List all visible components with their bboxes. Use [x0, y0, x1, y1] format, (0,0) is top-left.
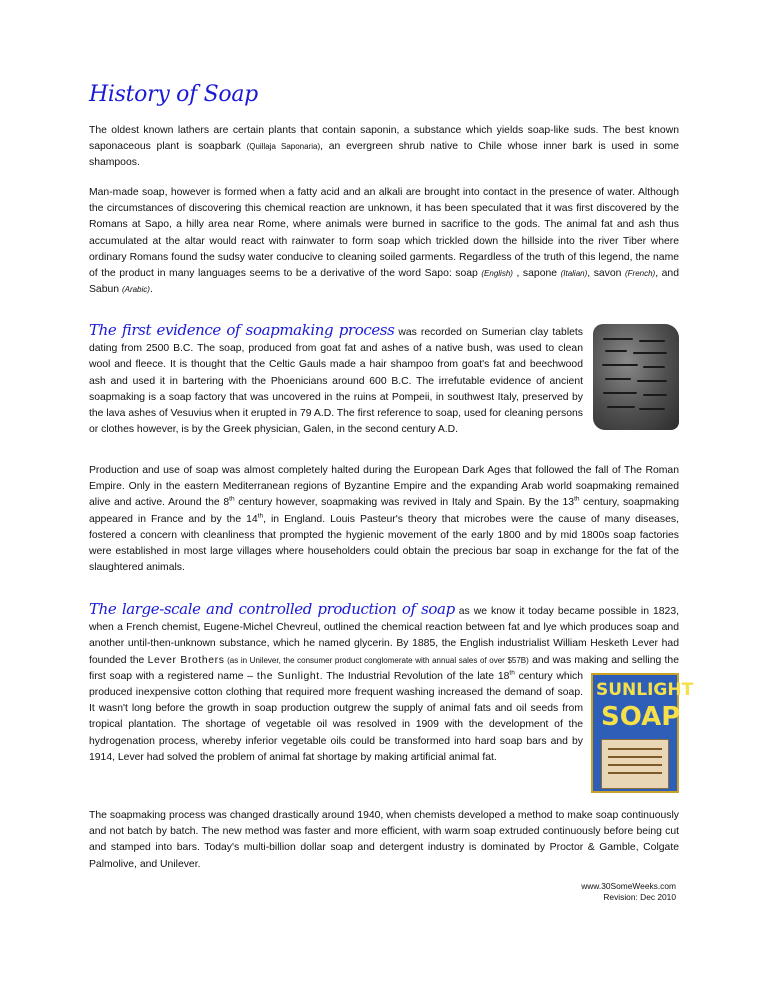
p2-text-d: , and Sabun — [89, 268, 679, 296]
p5-text-b: and was making and selling the first soap with a registered name – — [89, 654, 679, 682]
paragraph-1940: The soapmaking process was changed drastically around 1940, when chemists developed a method to make soap continuously and not batch by batch. The new method was faster and more efficient, with warm soap extruded continuously before being cut and stamped into bars. Today's multi-billion dollar soap and detergent industry is dominated by Proctor & Gamble, Colgate Palmolive, and Unilever. — [89, 810, 679, 870]
p5-unilever-note: (as in Unilever, the consumer product conglomerate with annual sales of over $57B) — [224, 655, 529, 665]
p1-text-b: , an evergreen shrub native to Chile whose inner bark is used in some shampoos. — [89, 141, 679, 169]
p4-sup-1: th — [229, 495, 235, 503]
p2-text-c: , savon — [587, 268, 625, 280]
p5-sunlight: the Sunlight — [256, 670, 320, 682]
p2-lang-english: (English) — [481, 269, 513, 279]
p2-lang-italian: (Italian) — [560, 269, 588, 279]
p5-text-c: . The Industrial Revolution of the late 18 — [319, 670, 510, 682]
p2-lang-arabic: (Arabic) — [121, 285, 150, 295]
section-heading-first-evidence: The first evidence of soapmaking process — [89, 321, 395, 339]
p4-text-d: , in England. Louis Pasteur's theory that microbes were the cause of many diseases, fostered a concern with cleanliness that prompted the hygienic movement of the early 1800 and by mid 1800s soap factories were established in most large villages where householders could obtain the precious bar soap in exchange for the fat of the slaughtered animals. — [89, 513, 679, 574]
p4-sup-2: th — [574, 495, 580, 503]
footer-website: www.30SomeWeeks.com — [581, 881, 676, 891]
p4-text-a: Production and use of soap was almost completely halted during the European Dark Ages that followed the fall of The Roman Empire. Only in the eastern Mediterranean regions of Byzantine Empire and the expanding Arab world soapmaking remained alive and active. Around the 8 — [89, 465, 679, 509]
paragraph-man-made-soap — [89, 185, 679, 298]
p5-sup: th — [509, 669, 515, 677]
p5-text-d: century which produced inexpensive cotton clothing that required more frequent washing increased the demand of soap. It wasn't long before the growth in soap production outgrew the supply of animal fats and oil seeds from tropical plantation. The shortage of vegetable oil was resolved in 1909 with the development of the hydrogenation process, whereby inferior vegetable oils could be transformed into hard soap bars and by 1914, Lever had solved the problem of animal fat shortage by making artificial animal fat. — [89, 670, 583, 763]
sunlight-soap-image — [591, 673, 694, 793]
section-heading-large-scale: The large-scale and controlled production of soap — [89, 600, 455, 618]
soap-box-brand: SUNLIGHT — [596, 679, 694, 700]
p3-text: was recorded on Sumerian clay tablets dating from 2500 B.C. The soap, produced from goat fat and ashes of a native bush, was used to clean wool and fleece. It is thought that the Celtic Gauls made a hair shampoo from goat's fat and beechwood ash and used it in bartering with the Phoenicians around 600 B.C. The irrefutable evidence of ancient soapmaking is a soap factory that was uncovered in the ruins at Pompeii, in southwest Italy, preserved by the lava ashes of Vesuvius when it erupted in 79 A.D. The first reference to soap, used for cleaning persons or clothes however, is by the Greek physician, Galen, in the second century A.D. — [89, 327, 583, 436]
p2-lang-french: (French) — [624, 269, 656, 279]
p1-latin-name: (Quillaja Saponaria) — [246, 142, 321, 152]
p1-text-a: The oldest known lathers are certain plants that contain saponin, a substance which yields soap-like suds. The best known saponaceous plant is soapbark — [89, 125, 679, 153]
p4-sup-3: th — [257, 512, 264, 520]
p5-text-a: as we know it today became possible in 1823, when a French chemist, Eugene-Michel Chevreul, outlined the chemical reaction between fat and lye which produces soap and another until-then-unknown substance, which he named glycerin. By 1885, the English industrialist William Hesketh Lever had founded the — [89, 606, 679, 666]
paragraph-first-evidence — [89, 322, 679, 438]
p2-text-e: . — [149, 284, 153, 296]
page-title: History of Soap — [89, 82, 258, 107]
p4-text-b: century however, soapmaking was revived in Italy and Spain. By the 13 — [234, 497, 575, 509]
soap-box-product: SOAP — [601, 701, 681, 732]
paragraph-large-scale — [89, 600, 694, 797]
sumerian-tablet-image — [593, 324, 679, 430]
p5-lever-brothers: Lever Brothers — [147, 654, 225, 666]
paragraph-dark-ages — [89, 463, 679, 576]
p4-text-c: century, soapmaking appeared in France and by the 14 — [89, 497, 680, 525]
footer-revision: Revision: Dec 2010 — [603, 892, 676, 902]
p2-text-a: Man-made soap, however is formed when a fatty acid and an alkali are brought into contact in the presence of water. Although the circumstances of discovering this chemical reaction are unknown, it has been speculated that it was first discovered by the Romans at Sapo, a hilly area near Rome, where animals were burned in sacrifice to the gods. The animal fat and ash thus accumulated at the altar would react with rainwater to form soap which trickled down the hillside into the river Tiber where ordinary Romans found the sudsy water conducive to cleaning soiled garments. Regardless of the truth of this legend, the name of the product in many languages seems to be a derivative of the word Sapo: soap — [89, 187, 679, 280]
paragraph-saponin — [89, 123, 679, 172]
p2-text-b: , sapone — [512, 268, 561, 280]
footer — [581, 881, 676, 903]
